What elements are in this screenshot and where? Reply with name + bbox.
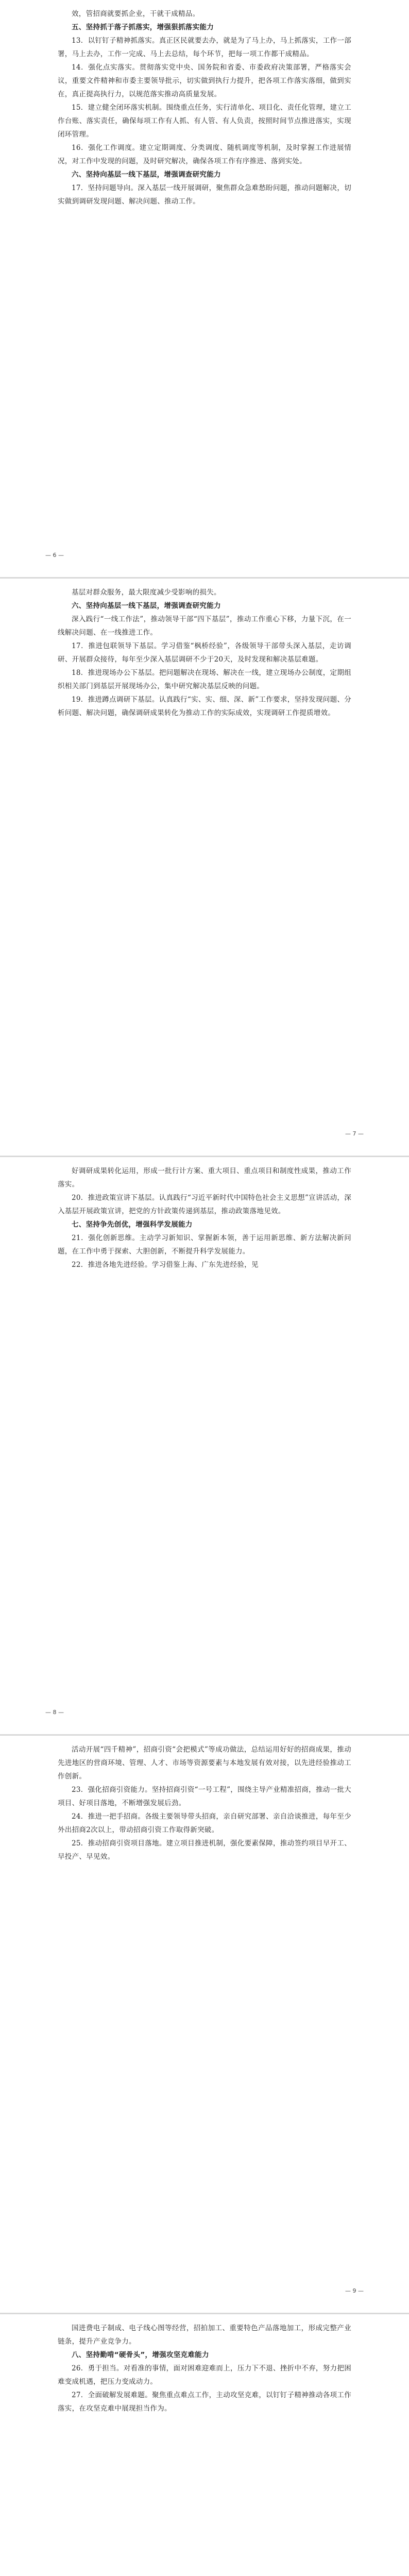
section-heading: 五、坚持抓于落子抓落实，增强狠抓落实能力	[72, 23, 214, 31]
paragraph: 25．推动招商引资项目落地。建立项目推进机制，强化要素保障，推动签约项目早开工、早投产、早见效。	[58, 1839, 351, 1861]
paragraph: 15．建立健全闭环落实机制。围绕重点任务，实行清单化、项目化、责任化管理，建立工作台账、落实责任，确保每项工作有人抓、有人管、有人负责，按照时间节点推进落实，实现闭环管理。	[58, 104, 351, 139]
paragraph: 活动开展“四千精神”，招商引资“会把模式”等成功做法，总结运用好好的招商成果，推动先进地区的营商环境、管理、人才、市场等资源要素与本地发展有效对接，以先进经验推动工作创新。	[58, 1745, 351, 1781]
paragraph: 22．推进各地先进经验。学习借鉴上海、广东先进经验，见	[72, 1261, 259, 1269]
section-heading: 六、坚持向基层一线下基层，增强调查研究能力	[72, 602, 221, 610]
paragraph: 21．强化创新思维。主动学习新知识、掌握新本领，善于运用新思维、新方法解决新问题，在工作中勇于探索、大胆创新，不断提升科学发展能力。	[58, 1234, 351, 1256]
paragraph: 23．强化招商引资能力。坚持招商引资“一号工程”，围绕主导产业精准招商，推动一批大项目、好项目落地，不断增强发展后劲。	[58, 1786, 351, 1807]
paragraph: 19．推进蹲点调研下基层。认真践行“实、实、细、深、新”工作要求，坚持发现问题、分析问题、解决问题，确保调研成果转化为推动工作的实际成效，实现调研工作提质增效。	[58, 696, 351, 717]
paragraph: 17．推进包联领导下基层。学习借鉴“枫桥经验”，各级领导干部带头深入基层，走访调研、开展群众接待，每年至少深入基层调研不少于20天，及时发现和解决基层难题。	[58, 642, 351, 664]
page-number: — 8 —	[45, 1709, 64, 1716]
paragraph: 深入践行“一线工作法”，推动领导干部“四下基层”，推动工作重心下移，力量下沉，在一线解决问题、在一线推进工作。	[58, 615, 351, 637]
paragraph: 效，管招商就要抓企业，干就干成精品。	[72, 10, 200, 18]
section-heading: 八、坚持勤啃“硬骨头”，增强攻坚克难能力	[72, 2351, 209, 2359]
paragraph: 16．强化工作调度。建立定期调度、分类调度、随机调度等机制，及时掌握工作进展情况，对工作中发现的问题，及时研究解决，确保各项工作有序推进、落到实处。	[58, 144, 351, 165]
document-page	[0, 0, 409, 577]
page-number: — 7 —	[345, 1130, 364, 1137]
page-number: — 9 —	[345, 2287, 364, 2294]
paragraph: 14．强化点实落实。贯彻落实党中央、国务院和省委、市委政府决策部署，严格落实会议，重要文件精神和市委主要领导批示，切实做到执行力提升，把各项工作落实落细，做到实在，真正提高执行力，以规范落实推动高质量发展。	[58, 63, 351, 98]
section-heading: 七、坚持争先创优，增强科学发展能力	[72, 1221, 193, 1229]
paragraph: 18．推进现场办公下基层。把问题解决在现场、解决在一线，建立现场办公制度，定期组织相关部门到基层开展现场办公，集中研究解决基层反映的问题。	[58, 669, 351, 690]
paragraph: 27．全面破解发展难题。聚焦重点难点工作，主动攻坚克难，以钉钉子精神推动各项工作落实，在攻坚克难中展现担当作为。	[58, 2391, 351, 2413]
document-page	[0, 579, 409, 1156]
paragraph: 好调研成果转化运用，形成一批行计方案、重大项目、重点项目和制度性成果，推动工作落实。	[58, 1167, 351, 1189]
section-heading: 六、坚持向基层一线下基层，增强调查研究能力	[72, 171, 221, 179]
document-page	[0, 2314, 409, 2576]
document-page	[0, 1736, 409, 2313]
document-page	[0, 1157, 409, 1734]
paragraph: 国进费电子制成、电子线心图等经营，招拍加工、重要特色产品落地加工，形成完整产业链条，提升产业竞争力。	[58, 2324, 351, 2346]
paragraph: 基层对群众服务，最大限度减少受影响的损失。	[72, 588, 221, 597]
page-number: — 6 —	[45, 552, 64, 558]
paragraph: 20．推进政策宣讲下基层。认真践行“习近平新时代中国特色社会主义思想”宣讲活动，深入基层开展政策宣讲，把党的方针政策传递到基层，推动政策落地见效。	[58, 1194, 351, 1215]
paragraph: 24．推进一把手招商。各级主要领导带头招商，亲自研究部署、亲自洽谈推进，每年至少外出招商2次以上，带动招商引资工作取得新突破。	[58, 1812, 351, 1834]
paragraph: 13．以钉钉子精神抓落实。真正区民就要去办，就是为了马上办，马上抓落实，工作一部署，马上去办，工作一完成、马上去总结，每个环节，把每一项工作都干成精品。	[58, 37, 351, 58]
paragraph: 17．坚持问题导向。深入基层一线开展调研，聚焦群众急难愁盼问题，推动问题解决，切实做到调研发现问题、解决问题、推动工作。	[58, 184, 351, 206]
paragraph: 26．勇于担当。对看准的事情，面对困难迎难而上，压力下不退、挫折中不弃，努力把困难变成机遇，把压力变成动力。	[58, 2364, 351, 2386]
